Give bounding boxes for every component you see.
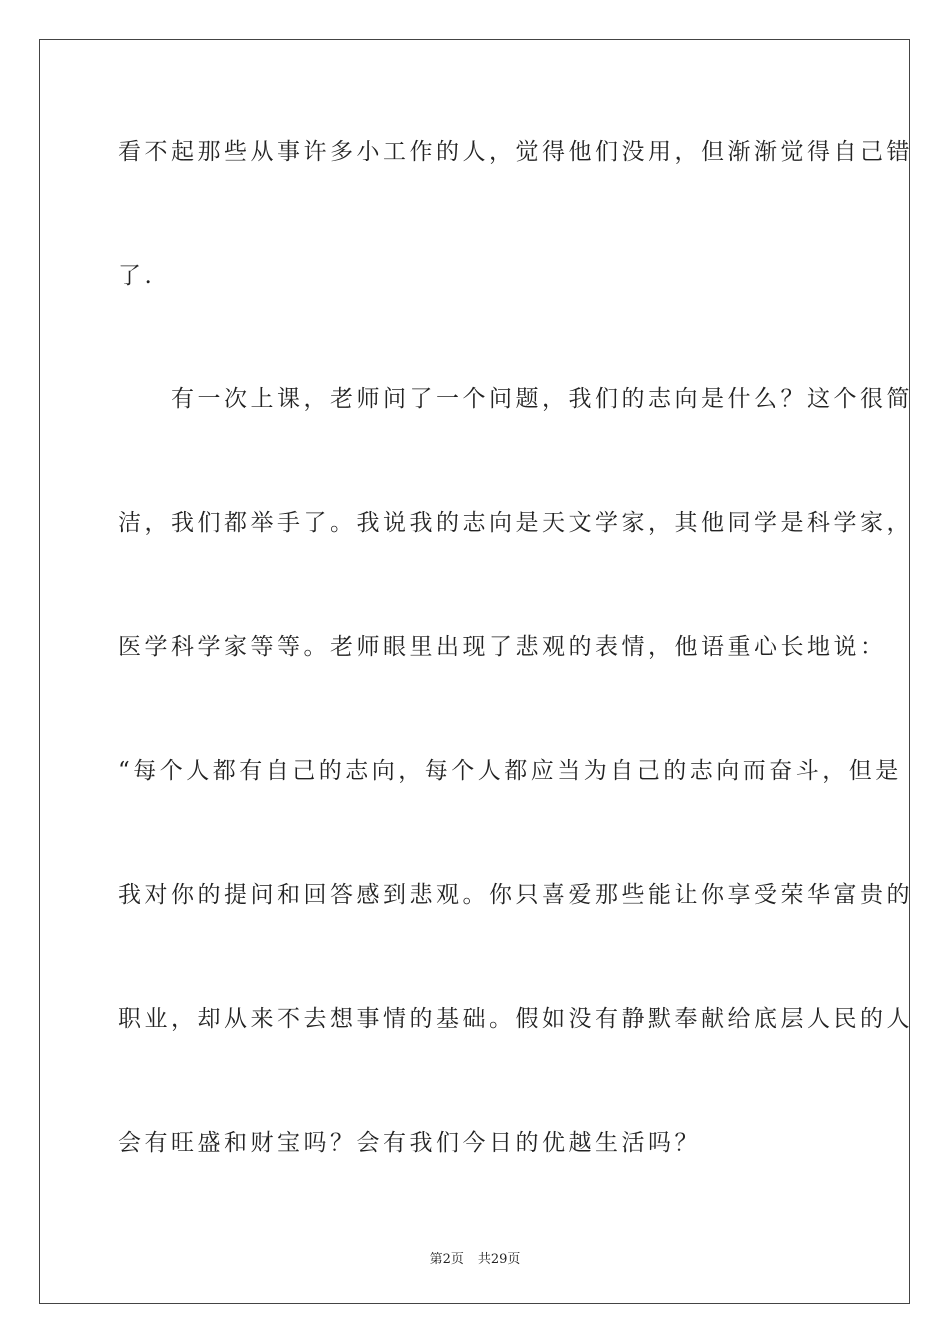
text-line-9: 会有旺盛和财宝吗？会有我们今日的优越生活吗？ (118, 1130, 701, 1156)
text-line-8: 职业，却从来不去想事情的基础。假如没有静默奉献给底层人民的人 (118, 1006, 913, 1032)
text-line-6: “每个人都有自己的志向，每个人都应当为自己的志向而奋斗，但是 (118, 758, 902, 784)
text-line-3: 有一次上课，老师问了一个问题，我们的志向是什么？这个很简 (118, 386, 913, 412)
text-line-7: 我对你的提问和回答感到悲观。你只喜爱那些能让你享受荣华富贵的 (118, 882, 913, 908)
page-frame (39, 39, 913, 1304)
text-line-2: 了. (118, 263, 156, 289)
text-line-5: 医学科学家等等。老师眼里出现了悲观的表情，他语重心长地说： (118, 634, 887, 660)
text-line-1: 看不起那些从事许多小工作的人，觉得他们没用，但渐渐觉得自己错 (118, 139, 913, 165)
page-number: 第2页 (429, 1252, 464, 1267)
page-total: 共29页 (477, 1252, 521, 1267)
page-footer (0, 1248, 950, 1267)
text-line-4: 洁，我们都举手了。我说我的志向是天文学家，其他同学是科学家， (118, 510, 913, 536)
